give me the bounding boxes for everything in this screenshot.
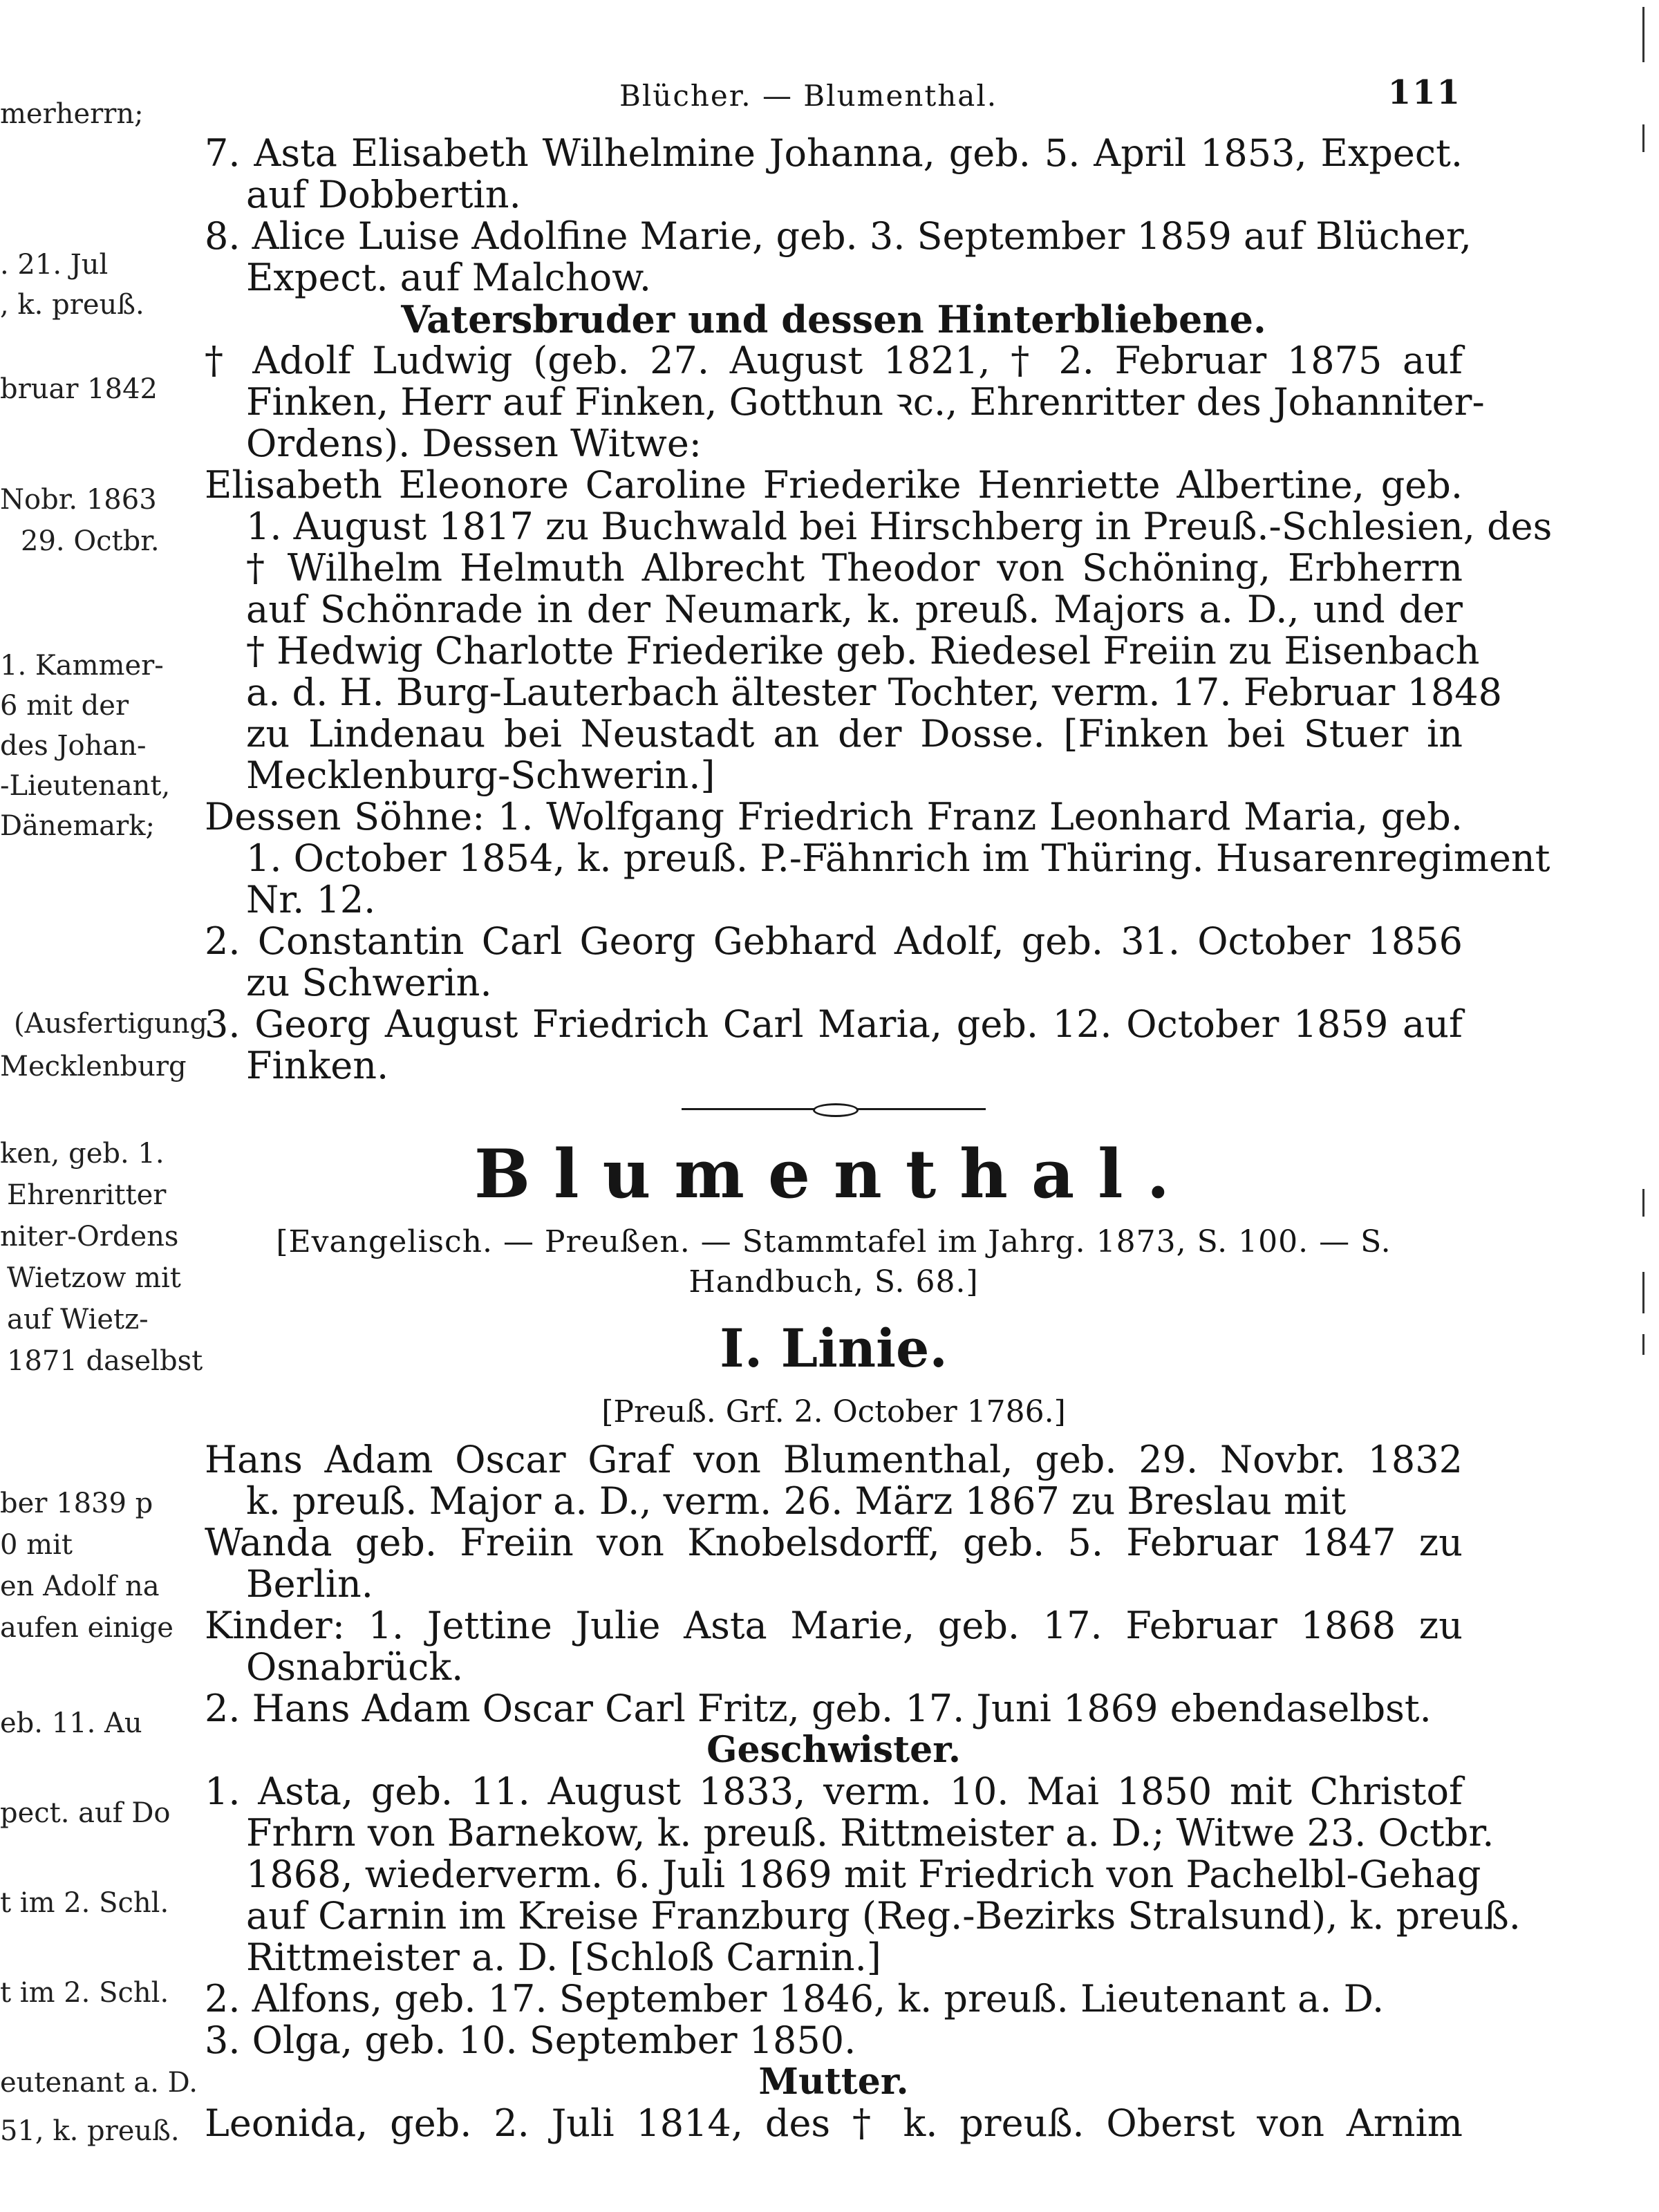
- margin-fragment: 6 mit der: [0, 690, 129, 722]
- margin-fragment: (Ausfertigung: [14, 1008, 207, 1040]
- margin-fragment: 0 mit: [0, 1529, 73, 1561]
- text-line: Finken.: [246, 1044, 389, 1087]
- family-info: [Evangelisch. — Preußen. — Stammtafel im Jahrg. 1873, S. 100. — S.: [276, 1224, 1391, 1259]
- text-line: auf Schönrade in der Neumark, k. preuß. Majors a. D., und der: [246, 588, 1463, 631]
- subsection-heading: Mutter.: [758, 2061, 909, 2103]
- margin-fragment: 1. Kammer-: [0, 650, 164, 682]
- margin-fragment: pect. auf Do: [0, 1797, 171, 1829]
- margin-fragment: eutenant a. D.: [0, 2067, 198, 2099]
- text-line: † Wilhelm Helmuth Albrecht Theodor von Schöning, Erbherrn: [246, 546, 1463, 590]
- margin-fragment: t im 2. Schl.: [0, 1977, 169, 2009]
- margin-fragment: des Johan-: [0, 730, 147, 762]
- margin-fragment: , k. preuß.: [0, 289, 144, 321]
- text-line: auf Carnin im Kreise Franzburg (Reg.-Bezirks Stralsund), k. preuß.: [246, 1894, 1521, 1938]
- edge-tick: [1642, 1189, 1644, 1217]
- edge-tick: [1642, 7, 1644, 62]
- text-line: Kinder: 1. Jettine Julie Asta Marie, geb. 17. Februar 1868 zu: [205, 1604, 1463, 1647]
- text-line: Finken, Herr auf Finken, Gotthun ꝛc., Ehrenritter des Johanniter-: [246, 380, 1485, 424]
- text-line: Nr. 12.: [246, 878, 376, 921]
- text-line: Leonida, geb. 2. Juli 1814, des † k. preuß. Oberst von Arnim: [205, 2101, 1463, 2145]
- text-line: † Adolf Ludwig (geb. 27. August 1821, † 2. Februar 1875 auf: [205, 339, 1463, 382]
- text-line: 2. Alfons, geb. 17. September 1846, k. preuß. Lieutenant a. D.: [205, 1977, 1385, 2021]
- margin-fragment: . 21. Jul: [0, 249, 109, 281]
- margin-fragment: Ehrenritter: [7, 1179, 167, 1211]
- text-line: 2. Constantin Carl Georg Gebhard Adolf, geb. 31. October 1856: [205, 919, 1463, 963]
- margin-fragment: Dänemark;: [0, 810, 155, 842]
- margin-fragment: eb. 11. Au: [0, 1707, 142, 1739]
- margin-fragment: Mecklenburg: [0, 1051, 187, 1082]
- margin-fragment: 1871 daselbst: [7, 1345, 203, 1377]
- margin-fragment: Nobr. 1863: [0, 484, 157, 516]
- text-line: zu Lindenau bei Neustadt an der Dosse. [Finken bei Stuer in: [246, 712, 1463, 756]
- page-number: 111: [1387, 73, 1461, 112]
- margin-fragment: merherrn;: [0, 98, 144, 130]
- margin-fragment: en Adolf na: [0, 1571, 160, 1602]
- subsection-heading: Geschwister.: [706, 1729, 961, 1771]
- text-line: auf Dobbertin.: [246, 173, 521, 216]
- margin-fragment: aufen einige: [0, 1612, 174, 1644]
- text-line: 8. Alice Luise Adolfine Marie, geb. 3. September 1859 auf Blücher,: [205, 214, 1472, 258]
- family-info: Handbuch, S. 68.]: [688, 1264, 979, 1300]
- text-line: 3. Olga, geb. 10. September 1850.: [205, 2018, 856, 2062]
- text-line: Wanda geb. Freiin von Knobelsdorff, geb. 5. Februar 1847 zu: [205, 1521, 1463, 1564]
- margin-fragment: t im 2. Schl.: [0, 1887, 169, 1919]
- edge-tick: [1642, 124, 1644, 152]
- grant-note: [Preuß. Grf. 2. October 1786.]: [601, 1394, 1066, 1430]
- text-line: Frhrn von Barnekow, k. preuß. Rittmeister a. D.; Witwe 23. Octbr.: [246, 1811, 1494, 1855]
- running-title: Blücher. — Blumenthal.: [619, 79, 998, 113]
- text-line: zu Schwerin.: [246, 961, 492, 1004]
- text-line: Ordens). Dessen Witwe:: [246, 422, 702, 465]
- text-line: 3. Georg August Friedrich Carl Maria, geb. 12. October 1859 auf: [205, 1002, 1463, 1046]
- line-heading: I. Linie.: [720, 1318, 948, 1379]
- margin-fragment: 29. Octbr.: [21, 525, 160, 557]
- margin-fragment: ber 1839 p: [0, 1488, 153, 1519]
- text-line: 1. Asta, geb. 11. August 1833, verm. 10. Mai 1850 mit Christof: [205, 1770, 1463, 1813]
- divider-knot: [813, 1103, 859, 1117]
- edge-tick: [1642, 1334, 1644, 1355]
- page-edge-marks: [1633, 0, 1659, 2212]
- family-title: Blumenthal.: [474, 1135, 1194, 1213]
- text-line: 7. Asta Elisabeth Wilhelmine Johanna, geb. 5. April 1853, Expect.: [205, 131, 1463, 175]
- subsection-heading: Vatersbruder und dessen Hinterbliebene.: [401, 297, 1266, 341]
- text-line: 1. October 1854, k. preuß. P.-Fähnrich im Thüring. Husarenregiment: [246, 836, 1550, 880]
- page-header: [205, 69, 1463, 133]
- margin-fragment: niter-Ordens: [0, 1221, 179, 1253]
- margin-fragment: -Lieutenant,: [0, 770, 171, 802]
- text-line: † Hedwig Charlotte Friederike geb. Riedesel Freiin zu Eisenbach: [246, 629, 1480, 673]
- text-line: Osnabrück.: [246, 1645, 464, 1689]
- text-line: Rittmeister a. D. [Schloß Carnin.]: [246, 1936, 881, 1979]
- text-line: a. d. H. Burg-Lauterbach ältester Tochter, verm. 17. Februar 1848: [246, 671, 1502, 714]
- text-line: Elisabeth Eleonore Caroline Friederike Henriette Albertine, geb.: [205, 463, 1463, 507]
- margin-fragment: bruar 1842: [0, 373, 158, 405]
- text-line: Berlin.: [246, 1562, 373, 1606]
- ornamental-divider: [682, 1105, 986, 1113]
- text-line: 2. Hans Adam Oscar Carl Fritz, geb. 17. Juni 1869 ebendaselbst.: [205, 1687, 1432, 1730]
- book-page: [205, 69, 1553, 2177]
- text-line: Mecklenburg-Schwerin.]: [246, 753, 715, 797]
- text-line: Expect. auf Malchow.: [246, 256, 652, 299]
- text-line: 1. August 1817 zu Buchwald bei Hirschberg in Preuß.-Schlesien, des: [246, 505, 1553, 548]
- blumenthal-section: [205, 1134, 1521, 2145]
- bluecher-section: [205, 131, 1553, 1087]
- margin-fragment: auf Wietz-: [7, 1304, 149, 1335]
- edge-tick: [1642, 1272, 1644, 1313]
- previous-page-margin: [0, 0, 207, 2212]
- text-line: 1868, wiederverm. 6. Juli 1869 mit Friedrich von Pachelbl-Gehag: [246, 1853, 1481, 1896]
- text-line: k. preuß. Major a. D., verm. 26. März 1867 zu Breslau mit: [246, 1479, 1347, 1523]
- margin-fragment: Wietzow mit: [7, 1262, 181, 1294]
- margin-fragment: 51, k. preuß.: [0, 2115, 180, 2147]
- text-line: Hans Adam Oscar Graf von Blumenthal, geb. 29. Novbr. 1832: [205, 1438, 1463, 1481]
- margin-fragment: ken, geb. 1.: [0, 1138, 165, 1170]
- text-line: Dessen Söhne: 1. Wolfgang Friedrich Franz Leonhard Maria, geb.: [205, 795, 1463, 838]
